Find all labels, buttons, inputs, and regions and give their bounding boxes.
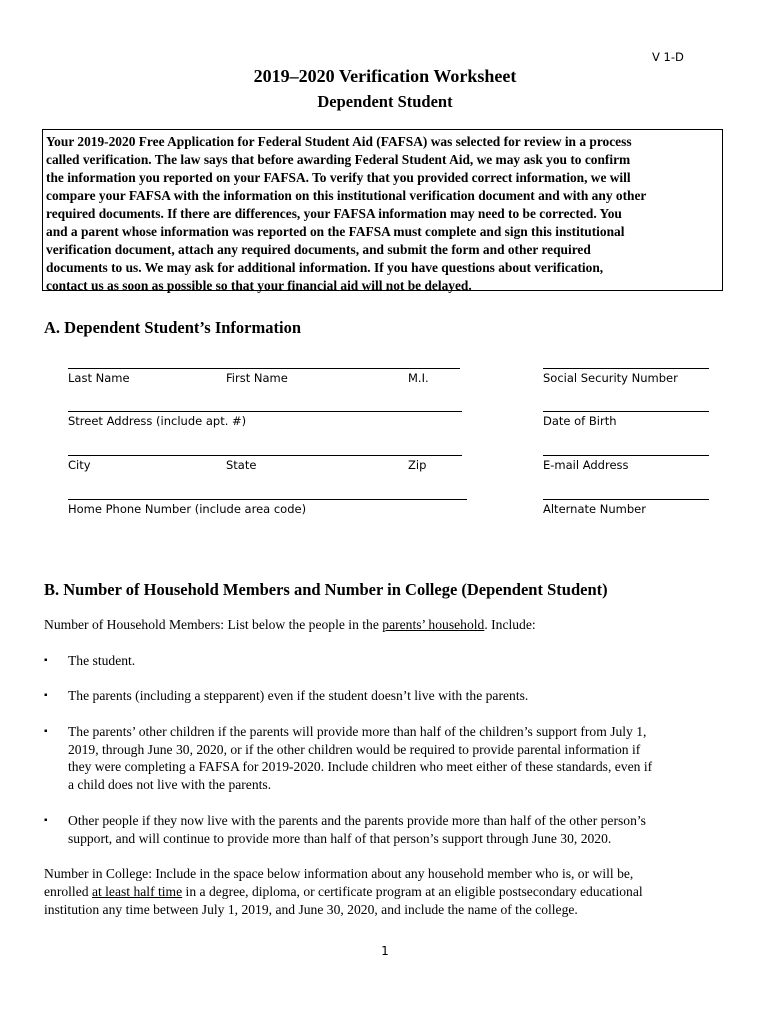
parents-household-term: parents’ household (382, 617, 485, 632)
bullet-marker: ▪ (44, 726, 48, 737)
alternate-number-label: Alternate Number (543, 502, 646, 516)
name-entry-line[interactable] (68, 368, 460, 369)
household-bullet-parents (68, 687, 528, 705)
section-a-heading: A. Dependent Student’s Information (44, 318, 301, 337)
half-time-term: at least half time (91, 884, 183, 899)
street-entry-line[interactable] (68, 411, 462, 412)
middle-initial-label: M.I. (408, 371, 429, 385)
bullet-marker: ▪ (44, 655, 48, 666)
college-line2-start: enrolled (44, 884, 92, 899)
email-label: E-mail Address (543, 458, 629, 472)
college-paragraph-line3: institution any time between July 1, 2019, and June 30, 2020, and include the name of the college. (44, 902, 578, 917)
street-address-label: Street Address (include apt. #) (68, 414, 247, 428)
bullet-line: The parents’ other children if the parents will provide more than half of the children’s support from July 1, (68, 724, 647, 739)
dob-entry-line[interactable] (543, 411, 709, 412)
bullet-line: Other people if they now live with the parents and the parents provide more than half of the other person’s (68, 813, 646, 828)
city-label: City (68, 458, 91, 472)
household-intro-text: Number of Household Members: List below the people in the (44, 617, 383, 632)
alternate-number-entry-line[interactable] (543, 499, 709, 500)
form-version: V 1-D (652, 50, 684, 64)
notice-line: and a parent whose information was reported on the FAFSA must complete and sign this institutional (46, 224, 625, 239)
dob-label: Date of Birth (543, 414, 617, 428)
household-bullet-other-children (68, 723, 652, 793)
bullet-line: The student. (68, 653, 136, 668)
ssn-label: Social Security Number (543, 371, 678, 385)
household-bullet-other-people (68, 812, 646, 847)
first-name-label: First Name (226, 371, 288, 385)
household-intro (44, 617, 536, 633)
bullet-marker: ▪ (44, 690, 48, 701)
household-bullet-student (68, 652, 135, 670)
section-b-heading: B. Number of Household Members and Number in College (Dependent Student) (44, 580, 608, 599)
notice-line: contact us as soon as possible so that your financial aid will not be delayed. (46, 278, 472, 293)
city-state-zip-entry-line[interactable] (68, 455, 462, 456)
notice-line: compare your FAFSA with the information on this institutional verification document and with any other (46, 188, 647, 203)
state-label: State (226, 458, 257, 472)
college-paragraph-line1: Number in College: Include in the space below information about any household member who is, or will be, (44, 866, 634, 881)
page-subtitle: Dependent Student (317, 92, 453, 111)
notice-line: required documents. If there are differences, your FAFSA information may need to be corrected. You (46, 206, 622, 221)
notice-line: documents to us. We may ask for additional information. If you have questions about verification, (46, 260, 604, 275)
notice-line: called verification. The law says that before awarding Federal Student Aid, we may ask you to confirm (46, 152, 631, 167)
household-intro-end: . Include: (484, 617, 536, 632)
notice-line: Your 2019-2020 Free Application for Federal Student Aid (FAFSA) was selected for review in a process (46, 134, 632, 149)
bullet-marker: ▪ (44, 815, 48, 826)
ssn-entry-line[interactable] (543, 368, 709, 369)
page-number: 1 (381, 944, 389, 958)
last-name-label: Last Name (68, 371, 130, 385)
bullet-line: they were completing a FAFSA for 2019-2020. Include children who meet either of these standards, even if (68, 759, 653, 774)
zip-label: Zip (408, 458, 427, 472)
bullet-line: support, and will continue to provide more than half of that person’s support through June 30, 2020. (68, 830, 612, 846)
college-paragraph-line2 (44, 884, 643, 900)
college-line2-end: in a degree, diploma, or certificate program at an eligible postsecondary educational (182, 884, 643, 899)
email-entry-line[interactable] (543, 455, 709, 456)
notice-line: verification document, attach any required documents, and submit the form and other required (46, 242, 591, 257)
bullet-line: The parents (including a stepparent) even if the student doesn’t live with the parents. (68, 688, 529, 703)
verification-notice-box (42, 129, 723, 291)
bullet-line: 2019, through June 30, 2020, or if the other children would be required to provide parental information if (68, 741, 641, 757)
home-phone-entry-line[interactable] (68, 499, 467, 500)
notice-line: the information you reported on your FAFSA. To verify that you provided correct information, we will (46, 170, 631, 185)
home-phone-label: Home Phone Number (include area code) (68, 502, 307, 516)
bullet-line: a child does not live with the parents. (68, 776, 272, 792)
page-title: 2019–2020 Verification Worksheet (253, 66, 517, 86)
